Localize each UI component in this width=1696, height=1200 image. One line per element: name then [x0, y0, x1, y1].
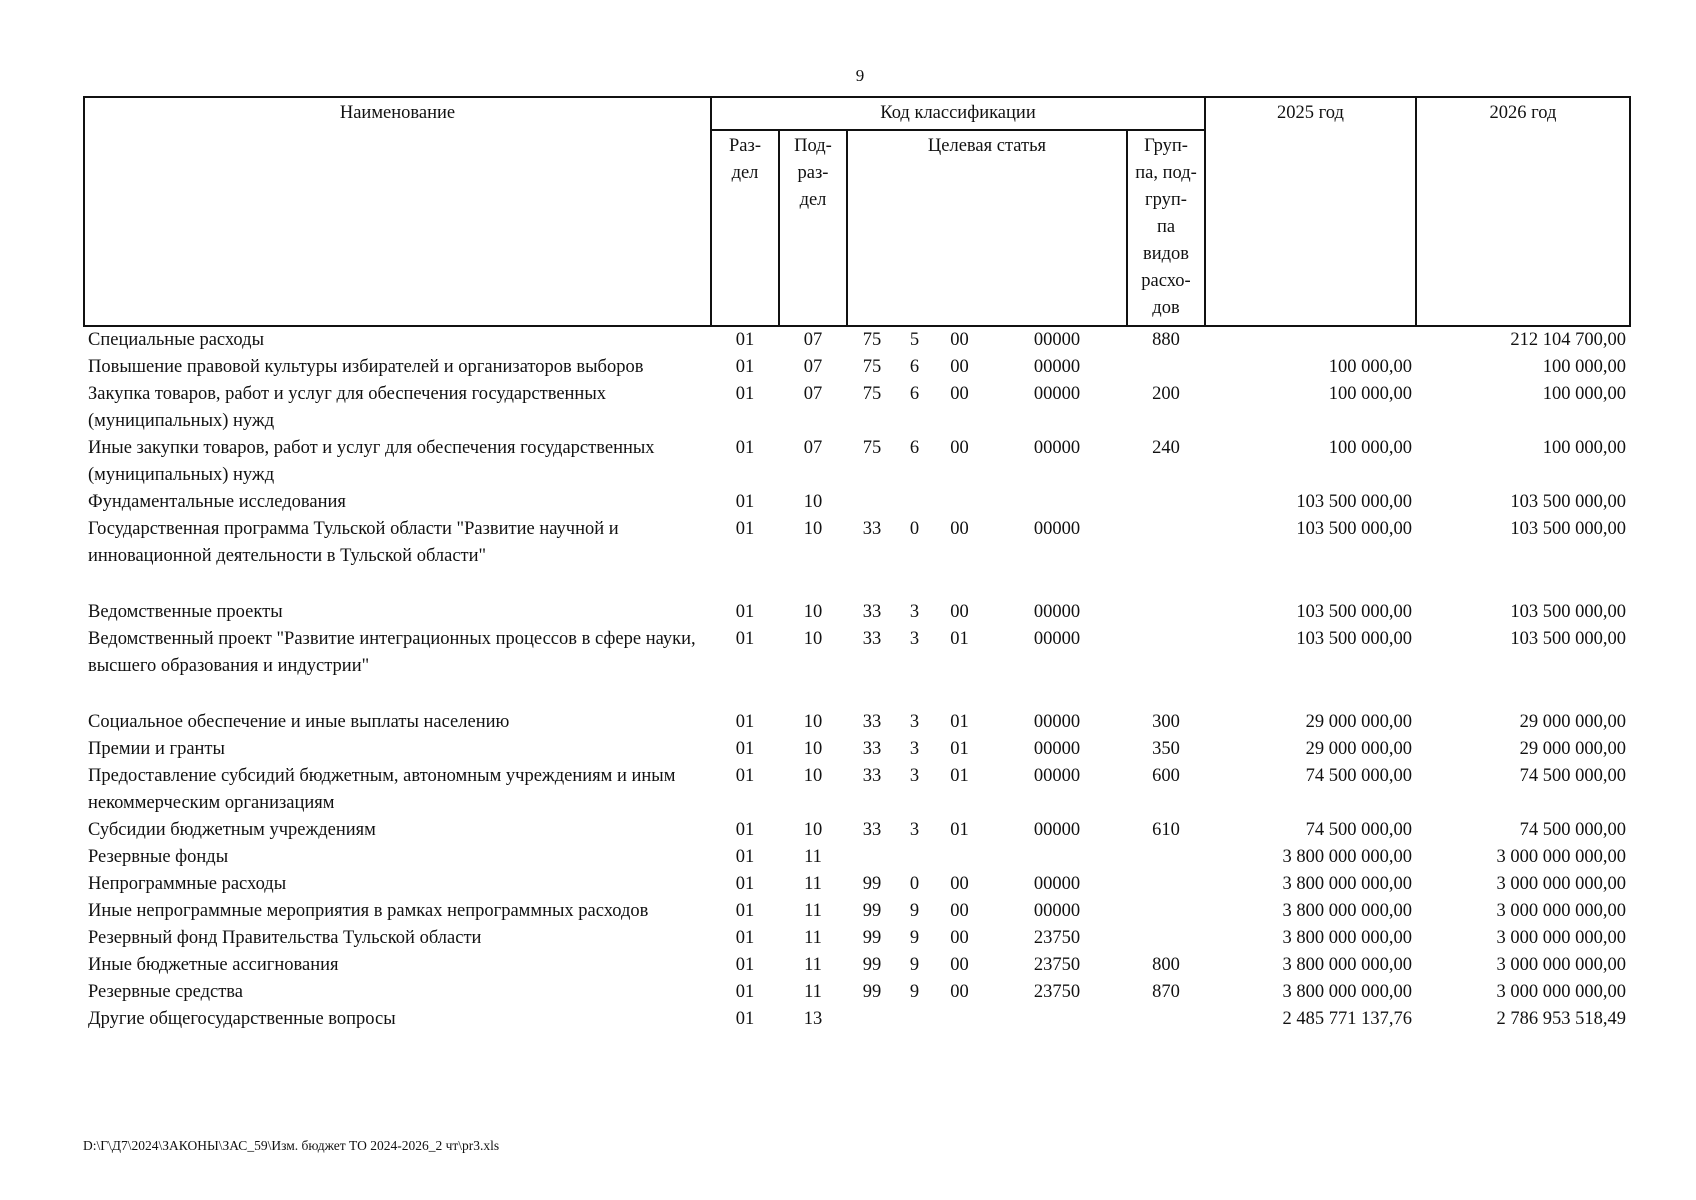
row-expense-group	[1127, 489, 1205, 516]
row-podrazdel: 11	[804, 874, 822, 894]
row-target-program: 75	[862, 330, 882, 350]
row-podrazdel: 10	[803, 519, 823, 539]
row-podrazdel: 10	[803, 820, 823, 840]
row-expense-group: 610	[1152, 820, 1180, 840]
row-target-group: 00	[950, 519, 969, 539]
row-amount-2025: 74 500 000,00	[1305, 766, 1412, 786]
table-row	[84, 381, 1630, 435]
row-target-group: 00	[950, 384, 969, 404]
row-target-program	[847, 489, 897, 516]
row-target-program: 33	[862, 739, 882, 759]
table-row	[84, 736, 1630, 763]
row-razdel: 01	[735, 629, 755, 649]
row-amount-2026: 3 000 000 000,00	[1496, 982, 1626, 1002]
row-target-program: 99	[862, 928, 882, 948]
row-expense-group	[1127, 354, 1205, 381]
row-target-group: 01	[950, 712, 969, 732]
row-expense-group	[1127, 1006, 1205, 1033]
header-code: Код классификации	[711, 97, 1205, 130]
row-name: Другие общегосударственные вопросы	[88, 1009, 396, 1029]
row-amount-2025: 3 800 000 000,00	[1282, 928, 1412, 948]
row-target-subprogram: 9	[909, 955, 920, 975]
row-expense-group: 880	[1152, 330, 1180, 350]
row-amount-2026: 3 000 000 000,00	[1496, 901, 1626, 921]
row-target-direction: 00000	[1033, 602, 1081, 622]
row-podrazdel: 11	[804, 901, 822, 921]
row-expense-group: 350	[1152, 739, 1180, 759]
table-row	[84, 898, 1630, 925]
row-target-subprogram: 3	[909, 766, 920, 786]
table-row	[84, 763, 1630, 817]
row-amount-2026: 100 000,00	[1542, 357, 1626, 377]
row-name: Резервные средства	[88, 982, 243, 1002]
row-target-group: 00	[950, 874, 969, 894]
row-target-direction: 00000	[1033, 438, 1081, 458]
row-amount-2026: 3 000 000 000,00	[1496, 874, 1626, 894]
row-target-subprogram: 3	[909, 739, 920, 759]
row-name: Специальные расходы	[88, 330, 264, 350]
row-name: Иные бюджетные ассигнования	[88, 955, 339, 975]
row-expense-group	[1127, 516, 1205, 599]
row-target-group: 00	[950, 901, 969, 921]
row-amount-2026: 74 500 000,00	[1519, 820, 1626, 840]
header-group: Груп- па, под- груп- па видов расхо- дов	[1127, 130, 1205, 326]
row-amount-2026: 103 500 000,00	[1510, 519, 1626, 539]
row-amount-2025: 3 800 000 000,00	[1282, 901, 1412, 921]
row-target-direction: 00000	[1033, 766, 1081, 786]
row-podrazdel: 10	[803, 766, 823, 786]
row-razdel: 01	[735, 982, 755, 1002]
row-expense-group: 870	[1152, 982, 1180, 1002]
table-row	[84, 844, 1630, 871]
row-target-group: 00	[950, 928, 969, 948]
row-name: Социальное обеспечение и иные выплаты населению	[88, 712, 510, 732]
row-razdel: 01	[735, 901, 755, 921]
row-target-group: 01	[950, 820, 969, 840]
row-podrazdel: 11	[804, 847, 822, 867]
row-podrazdel: 10	[803, 602, 823, 622]
row-name: Резервные фонды	[88, 847, 229, 867]
row-target-group	[932, 489, 987, 516]
header-target: Целевая статья	[847, 130, 1127, 326]
table-row	[84, 979, 1630, 1006]
row-target-subprogram: 6	[909, 384, 920, 404]
row-target-group: 01	[950, 766, 969, 786]
row-target-program: 99	[862, 955, 882, 975]
row-name: Ведомственные проекты	[88, 602, 283, 622]
table-row	[84, 489, 1630, 516]
table-row	[84, 516, 1630, 599]
row-amount-2025: 100 000,00	[1328, 384, 1412, 404]
table-row	[84, 354, 1630, 381]
row-target-group: 00	[950, 955, 969, 975]
row-expense-group: 600	[1152, 766, 1180, 786]
row-expense-group	[1127, 871, 1205, 898]
row-target-direction	[987, 1006, 1127, 1033]
row-amount-2025: 3 800 000 000,00	[1282, 982, 1412, 1002]
row-target-direction	[987, 489, 1127, 516]
row-target-direction	[987, 844, 1127, 871]
row-target-group: 00	[950, 357, 969, 377]
row-podrazdel: 07	[803, 357, 823, 377]
row-amount-2026: 3 000 000 000,00	[1496, 955, 1626, 975]
row-name: Непрограммные расходы	[88, 874, 287, 894]
row-amount-2026: 212 104 700,00	[1510, 330, 1626, 350]
row-amount-2026: 29 000 000,00	[1519, 739, 1626, 759]
row-name: Субсидии бюджетным учреждениям	[88, 820, 376, 840]
table-row	[84, 626, 1630, 709]
row-target-direction: 00000	[1033, 901, 1081, 921]
row-podrazdel: 10	[803, 739, 823, 759]
row-amount-2025: 100 000,00	[1328, 357, 1412, 377]
row-target-subprogram	[897, 489, 932, 516]
row-target-subprogram: 9	[909, 928, 920, 948]
row-target-subprogram: 3	[909, 629, 920, 649]
row-target-group: 00	[950, 330, 969, 350]
row-target-subprogram: 0	[909, 874, 920, 894]
row-name: Предоставление субсидий бюджетным, автономным учреждениям и иным некоммерческим организациям	[88, 766, 676, 813]
table-body	[84, 326, 1630, 1033]
row-name: Иные закупки товаров, работ и услуг для обеспечения государственных (муниципальных) нужд	[88, 438, 655, 485]
row-amount-2025: 3 800 000 000,00	[1282, 874, 1412, 894]
row-amount-2025: 2 485 771 137,76	[1282, 1009, 1412, 1029]
row-expense-group: 800	[1152, 955, 1180, 975]
row-razdel: 01	[735, 602, 755, 622]
row-podrazdel: 07	[803, 438, 823, 458]
row-amount-2025: 103 500 000,00	[1296, 629, 1412, 649]
row-razdel: 01	[735, 820, 755, 840]
row-razdel: 01	[735, 384, 755, 404]
row-target-direction: 00000	[1033, 629, 1081, 649]
row-target-program: 75	[862, 438, 882, 458]
row-amount-2026: 74 500 000,00	[1519, 766, 1626, 786]
row-expense-group	[1127, 925, 1205, 952]
row-amount-2026: 3 000 000 000,00	[1496, 847, 1626, 867]
row-expense-group: 200	[1152, 384, 1180, 404]
row-name: Государственная программа Тульской области "Развитие научной и инновационной деятельности в Тульской области"	[88, 519, 619, 566]
row-target-program	[847, 1006, 897, 1033]
row-amount-2026: 2 786 953 518,49	[1496, 1009, 1626, 1029]
row-razdel: 01	[735, 519, 755, 539]
row-amount-2026: 29 000 000,00	[1519, 712, 1626, 732]
row-name: Резервный фонд Правительства Тульской области	[88, 928, 482, 948]
row-target-group: 00	[950, 438, 969, 458]
row-target-program: 99	[862, 874, 882, 894]
row-razdel: 01	[735, 712, 755, 732]
row-expense-group	[1127, 626, 1205, 709]
row-target-program: 33	[862, 602, 882, 622]
row-target-direction: 23750	[1033, 928, 1081, 948]
row-target-group	[932, 1006, 987, 1033]
row-expense-group	[1127, 844, 1205, 871]
row-expense-group	[1127, 898, 1205, 925]
row-expense-group	[1127, 599, 1205, 626]
table-header	[84, 97, 1630, 326]
row-target-direction: 00000	[1033, 712, 1081, 732]
row-podrazdel: 11	[804, 928, 822, 948]
table-row	[84, 326, 1630, 354]
row-name: Повышение правовой культуры избирателей и организаторов выборов	[88, 357, 644, 377]
row-razdel: 01	[735, 357, 755, 377]
table-row	[84, 709, 1630, 736]
row-target-subprogram: 9	[909, 901, 920, 921]
row-amount-2025	[1205, 326, 1416, 354]
row-razdel: 01	[735, 330, 755, 350]
header-year-2026: 2026 год	[1416, 97, 1630, 326]
row-target-program: 33	[862, 629, 882, 649]
row-target-direction: 00000	[1033, 874, 1081, 894]
row-podrazdel: 10	[803, 629, 823, 649]
row-razdel: 01	[735, 739, 755, 759]
row-target-group: 00	[950, 982, 969, 1002]
row-target-direction: 00000	[1033, 519, 1081, 539]
row-podrazdel: 11	[804, 955, 822, 975]
row-razdel: 01	[735, 766, 755, 786]
row-target-program: 99	[862, 901, 882, 921]
budget-table	[83, 96, 1631, 1033]
row-target-subprogram: 9	[909, 982, 920, 1002]
row-target-subprogram: 3	[909, 602, 920, 622]
row-amount-2026: 100 000,00	[1542, 384, 1626, 404]
row-podrazdel: 07	[803, 330, 823, 350]
row-target-direction: 00000	[1033, 330, 1081, 350]
row-target-direction: 00000	[1033, 739, 1081, 759]
row-target-direction: 00000	[1033, 357, 1081, 377]
row-razdel: 01	[735, 847, 755, 867]
row-target-subprogram: 5	[909, 330, 920, 350]
row-razdel: 01	[735, 928, 755, 948]
row-podrazdel: 11	[804, 982, 822, 1002]
row-target-program: 75	[862, 357, 882, 377]
row-target-program: 33	[862, 766, 882, 786]
row-target-subprogram: 6	[909, 438, 920, 458]
table-row	[84, 817, 1630, 844]
row-amount-2025: 103 500 000,00	[1296, 602, 1412, 622]
row-target-subprogram	[897, 1006, 932, 1033]
row-target-group: 00	[950, 602, 969, 622]
row-target-program	[847, 844, 897, 871]
row-target-direction: 00000	[1033, 820, 1081, 840]
row-amount-2025: 3 800 000 000,00	[1282, 955, 1412, 975]
row-razdel: 01	[735, 1009, 755, 1029]
row-target-program: 33	[862, 519, 882, 539]
row-amount-2026: 3 000 000 000,00	[1496, 928, 1626, 948]
row-name: Закупка товаров, работ и услуг для обеспечения государственных (муниципальных) нужд	[88, 384, 607, 431]
row-target-program: 99	[862, 982, 882, 1002]
row-podrazdel: 10	[803, 492, 823, 512]
row-target-group: 01	[950, 629, 969, 649]
row-amount-2026: 100 000,00	[1542, 438, 1626, 458]
row-razdel: 01	[735, 438, 755, 458]
row-amount-2026: 103 500 000,00	[1510, 629, 1626, 649]
table-row	[84, 1006, 1630, 1033]
row-amount-2025: 103 500 000,00	[1296, 519, 1412, 539]
table-row	[84, 871, 1630, 898]
row-amount-2025: 103 500 000,00	[1296, 492, 1412, 512]
table-row	[84, 952, 1630, 979]
header-name: Наименование	[84, 97, 711, 326]
row-target-subprogram: 3	[909, 820, 920, 840]
row-podrazdel: 07	[803, 384, 823, 404]
row-amount-2026: 103 500 000,00	[1510, 602, 1626, 622]
row-target-direction: 00000	[1033, 384, 1081, 404]
page-number: 9	[855, 66, 865, 85]
row-amount-2025: 29 000 000,00	[1305, 739, 1412, 759]
row-name: Иные непрограммные мероприятия в рамках непрограммных расходов	[88, 901, 649, 921]
row-target-subprogram: 6	[909, 357, 920, 377]
row-expense-group: 300	[1152, 712, 1180, 732]
row-podrazdel: 13	[803, 1009, 823, 1029]
row-target-program: 75	[862, 384, 882, 404]
row-target-subprogram: 3	[909, 712, 920, 732]
row-amount-2025: 3 800 000 000,00	[1282, 847, 1412, 867]
row-target-subprogram: 0	[909, 519, 920, 539]
row-amount-2025: 100 000,00	[1328, 438, 1412, 458]
row-razdel: 01	[735, 492, 755, 512]
table-row	[84, 925, 1630, 952]
row-name: Фундаментальные исследования	[88, 492, 346, 512]
row-amount-2025: 29 000 000,00	[1305, 712, 1412, 732]
file-path-footer: D:\Г\Д7\2024\ЗАКОНЫ\ЗАС_59\Изм. бюджет ТО 2024-2026_2 чт\pr3.xls	[83, 1138, 500, 1153]
header-podrazdel: Под- раз- дел	[779, 130, 847, 326]
row-podrazdel: 10	[803, 712, 823, 732]
row-razdel: 01	[735, 874, 755, 894]
row-target-program: 33	[862, 712, 882, 732]
header-razdel: Раз- дел	[711, 130, 779, 326]
row-expense-group: 240	[1152, 438, 1180, 458]
row-amount-2025: 74 500 000,00	[1305, 820, 1412, 840]
row-target-direction: 23750	[1033, 982, 1081, 1002]
row-name: Премии и гранты	[88, 739, 225, 759]
row-name: Ведомственный проект "Развитие интеграционных процессов в сфере науки, высшего образования и индустрии"	[88, 629, 696, 676]
header-year-2025: 2025 год	[1205, 97, 1416, 326]
row-target-group: 01	[950, 739, 969, 759]
table-row	[84, 435, 1630, 489]
table-row	[84, 599, 1630, 626]
row-target-program: 33	[862, 820, 882, 840]
row-target-subprogram	[897, 844, 932, 871]
row-target-direction: 23750	[1033, 955, 1081, 975]
row-amount-2026: 103 500 000,00	[1510, 492, 1626, 512]
row-razdel: 01	[735, 955, 755, 975]
row-target-group	[932, 844, 987, 871]
